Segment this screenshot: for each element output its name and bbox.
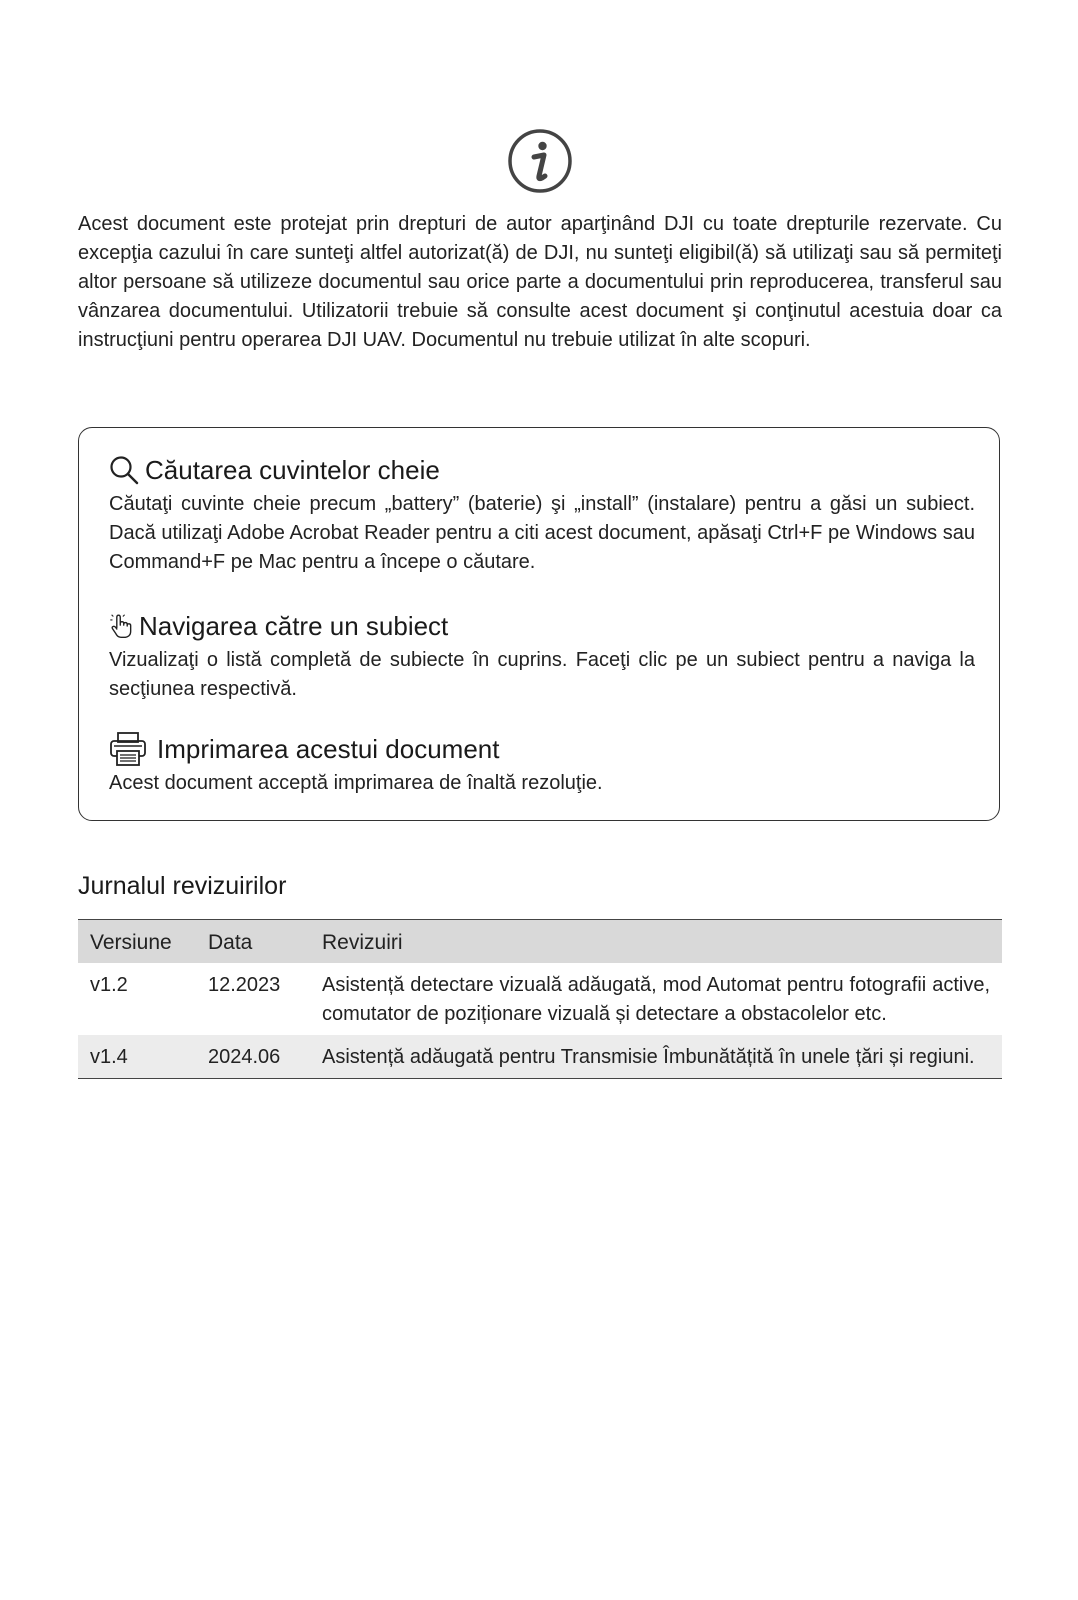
cell-version: v1.2: [78, 963, 196, 1035]
help-section-search: [109, 452, 975, 577]
revision-log-title: Jurnalul revizuirilor: [78, 872, 287, 900]
help-heading-search: [109, 452, 975, 488]
column-header-version: Versiune: [78, 920, 196, 964]
copyright-notice: Acest document este protejat prin drepturi de autor aparţinând DJI cu toate drepturile rezervate. Cu excepţia cazului în care sunteţi altfel autorizat(ă) de DJI, nu sunteţi eligibil(ă) să utilizaţi sau să permiteţi altor persoane să utilizeze documentul sau orice parte a documentului prin reproducerea, transferul sau vânzarea documentului. Utilizatorii trebuie să consulte acest document şi conţinutul acestuia doar ca instrucţiuni pentru operarea DJI UAV. Documentul nu trebuie utilizat în alte scopuri.: [78, 213, 1002, 351]
help-section-navigate: [109, 608, 975, 704]
help-heading-print: [109, 731, 975, 767]
help-title-print: Imprimarea acestui document: [157, 733, 500, 764]
cell-version: v1.4: [78, 1035, 196, 1079]
search-icon: [109, 455, 139, 485]
help-heading-navigate: [109, 608, 975, 644]
cell-date: 2024.06: [196, 1035, 310, 1079]
info-icon: [507, 128, 573, 194]
cell-date: 12.2023: [196, 963, 310, 1035]
pointer-hand-icon: [109, 611, 135, 641]
table-row: [78, 1035, 1002, 1079]
help-box: [78, 427, 1000, 821]
help-text-navigate: Vizualizaţi o listă completă de subiecte în cuprins. Faceţi clic pe un subiect pentru a naviga la secţiunea respectivă.: [109, 649, 975, 700]
column-header-date: Data: [196, 920, 310, 964]
table-row: [78, 963, 1002, 1035]
help-text-search: Căutaţi cuvinte cheie precum „battery” (baterie) şi „install” (instalare) pentru a găsi un subiect. Dacă utilizaţi Adobe Acrobat Reader pentru a citi acest document, apăsaţi Ctrl+F pe Windows sau Command+F pe Mac pentru a începe o căutare.: [109, 493, 975, 573]
table-header-row: [78, 920, 1002, 964]
cell-revision: Asistență detectare vizuală adăugată, mod Automat pentru fotografii active, comutator de poziționare vizuală și detectare a obstacolelor etc.: [310, 963, 1002, 1035]
column-header-revisions: Revizuiri: [310, 920, 1002, 964]
printer-icon: [109, 731, 147, 767]
cell-revision: Asistență adăugată pentru Transmisie Îmbunătățită în unele țări și regiuni.: [310, 1035, 1002, 1079]
help-title-navigate: Navigarea către un subiect: [139, 610, 449, 641]
help-title-search: Căutarea cuvintelor cheie: [145, 454, 440, 485]
revision-table: [78, 919, 1002, 1079]
help-section-print: [109, 731, 975, 798]
help-text-print: Acest document acceptă imprimarea de înaltă rezoluţie.: [109, 772, 603, 794]
